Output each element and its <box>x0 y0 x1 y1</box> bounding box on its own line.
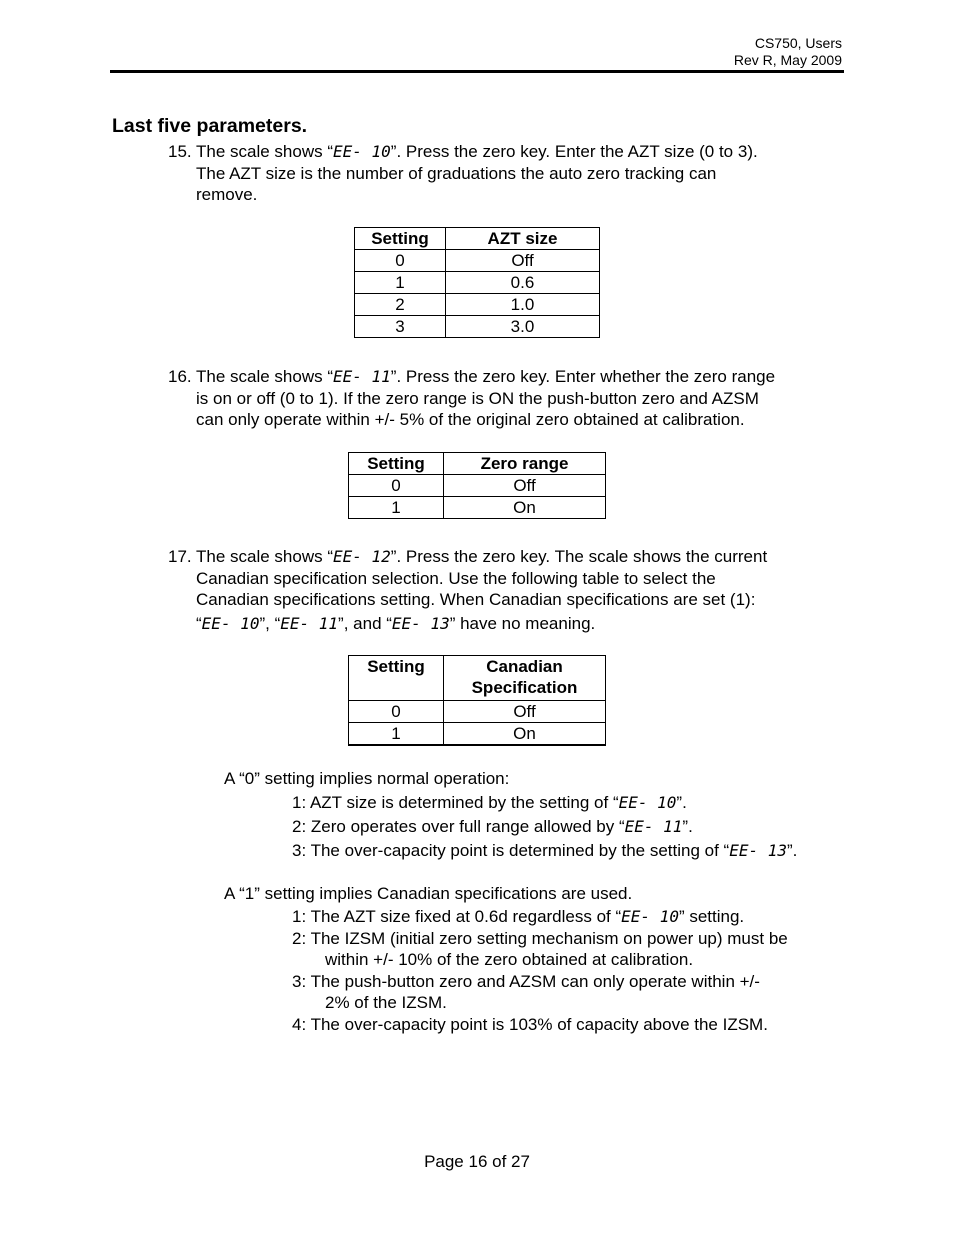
table-row <box>355 250 600 272</box>
item-text: ”. Press the zero key. Enter whether the zero range <box>390 367 776 386</box>
item-text: ”. <box>676 793 687 812</box>
table-cell: 0 <box>349 701 444 723</box>
display-code: EE- 13 <box>391 613 450 633</box>
item-text: The scale shows “ <box>196 142 333 161</box>
table-row <box>349 701 606 723</box>
item-15 <box>168 141 848 206</box>
item-text: 3: The over-capacity point is determined by the setting of “ <box>292 841 730 860</box>
item-text: ” have no meaning. <box>449 613 596 633</box>
item-text: “ <box>196 613 202 633</box>
table-cell: 0 <box>355 250 446 272</box>
list-item: 4: The over-capacity point is 103% of capacity above the IZSM. <box>292 1014 768 1034</box>
table-cell: 1 <box>349 497 444 519</box>
item-text: The AZT size is the number of graduations the auto zero tracking can <box>196 163 717 183</box>
list-item <box>292 839 797 863</box>
display-code: EE- 10 <box>333 142 391 161</box>
item-number: 17. <box>168 547 192 566</box>
table-header <box>444 656 606 701</box>
item-number: 16. <box>168 367 192 386</box>
table-cell: 0 <box>349 475 444 497</box>
list-item: 2: The IZSM (initial zero setting mechanism on power up) must be <box>292 928 788 948</box>
zero-setting-list <box>292 791 797 863</box>
azt-size-table <box>354 227 600 338</box>
table-row <box>355 316 600 338</box>
item-text: Canadian specifications setting. When Canadian specifications are set (1): <box>196 590 756 609</box>
item-text: can only operate within +/- 5% of the original zero obtained at calibration. <box>196 410 745 429</box>
item-text: ”, and “ <box>338 613 392 633</box>
table-row <box>349 475 606 497</box>
table-cell: 3 <box>355 316 446 338</box>
table-cell: Off <box>446 250 600 272</box>
item-text: 1: The AZT size fixed at 0.6d regardless of “ <box>292 907 622 926</box>
table-cell: 1 <box>349 723 444 746</box>
list-item: 3: The push-button zero and AZSM can only operate within +/- <box>292 971 760 991</box>
list-item <box>292 906 788 928</box>
item-number: 15. <box>168 142 192 161</box>
display-code: EE- 11 <box>280 613 339 633</box>
header-revision: Rev R, May 2009 <box>733 52 842 68</box>
table-cell: On <box>444 497 606 519</box>
one-setting-list <box>292 906 788 1035</box>
canadian-spec-table <box>348 655 606 746</box>
display-code: EE- 10 <box>618 793 677 812</box>
table-header: Setting <box>355 228 446 250</box>
table-header: AZT size <box>446 228 600 250</box>
item-text: remove. <box>196 185 258 204</box>
table-cell: On <box>444 723 606 746</box>
item-text: 1: AZT size is determined by the setting of “ <box>292 793 619 812</box>
list-item-continuation: within +/- 10% of the zero obtained at calibration. <box>325 950 694 969</box>
item-text-line <box>168 613 848 635</box>
item-16 <box>168 366 848 431</box>
header-line: Specification <box>471 678 578 697</box>
table-cell: 1.0 <box>446 294 600 316</box>
display-code: EE- 12 <box>333 547 391 566</box>
header-rule <box>110 70 844 73</box>
item-text: 2: Zero operates over full range allowed by “ <box>292 817 625 836</box>
table-header: Setting <box>349 656 444 701</box>
item-text: ”, “ <box>259 613 281 633</box>
table-cell: Off <box>444 475 606 497</box>
table-row <box>349 497 606 519</box>
item-text: The scale shows “ <box>196 367 333 386</box>
table-header: Setting <box>349 453 444 475</box>
display-code: EE- 11 <box>333 367 391 386</box>
item-text: ”. <box>682 817 693 836</box>
list-item <box>292 791 797 815</box>
zero-range-table <box>348 452 606 519</box>
zero-setting-intro: A “0” setting implies normal operation: <box>224 769 510 788</box>
item-text: ”. <box>787 841 798 860</box>
section-title: Last five parameters. <box>112 115 308 137</box>
table-cell: 2 <box>355 294 446 316</box>
table-row <box>355 294 600 316</box>
header-title: CS750, Users <box>754 35 842 51</box>
item-text: ” setting. <box>678 907 745 926</box>
item-text: is on or off (0 to 1). If the zero range is ON the push-button zero and AZSM <box>196 388 759 408</box>
table-cell: 3.0 <box>446 316 600 338</box>
item-text: ”. Press the zero key. The scale shows the current <box>390 547 768 566</box>
display-code: EE- 11 <box>624 817 683 836</box>
header-line: Canadian <box>486 657 563 676</box>
display-code: EE- 10 <box>201 613 260 633</box>
table-row <box>349 723 606 746</box>
table-cell: 1 <box>355 272 446 294</box>
table-header: Zero range <box>444 453 606 475</box>
table-row <box>355 272 600 294</box>
table-cell: 0.6 <box>446 272 600 294</box>
list-item <box>292 815 797 839</box>
item-text: ”. Press the zero key. Enter the AZT size (0 to 3). <box>390 142 758 161</box>
item-text: Canadian specification selection. Use the following table to select the <box>196 568 716 588</box>
display-code: EE- 10 <box>621 907 679 926</box>
list-item-continuation: 2% of the IZSM. <box>325 993 447 1012</box>
one-setting-intro: A “1” setting implies Canadian specifications are used. <box>224 884 633 903</box>
table-cell: Off <box>444 701 606 723</box>
page-number: Page 16 of 27 <box>424 1152 530 1171</box>
item-17 <box>168 546 848 634</box>
display-code: EE- 13 <box>729 841 787 860</box>
item-text: The scale shows “ <box>196 547 333 566</box>
